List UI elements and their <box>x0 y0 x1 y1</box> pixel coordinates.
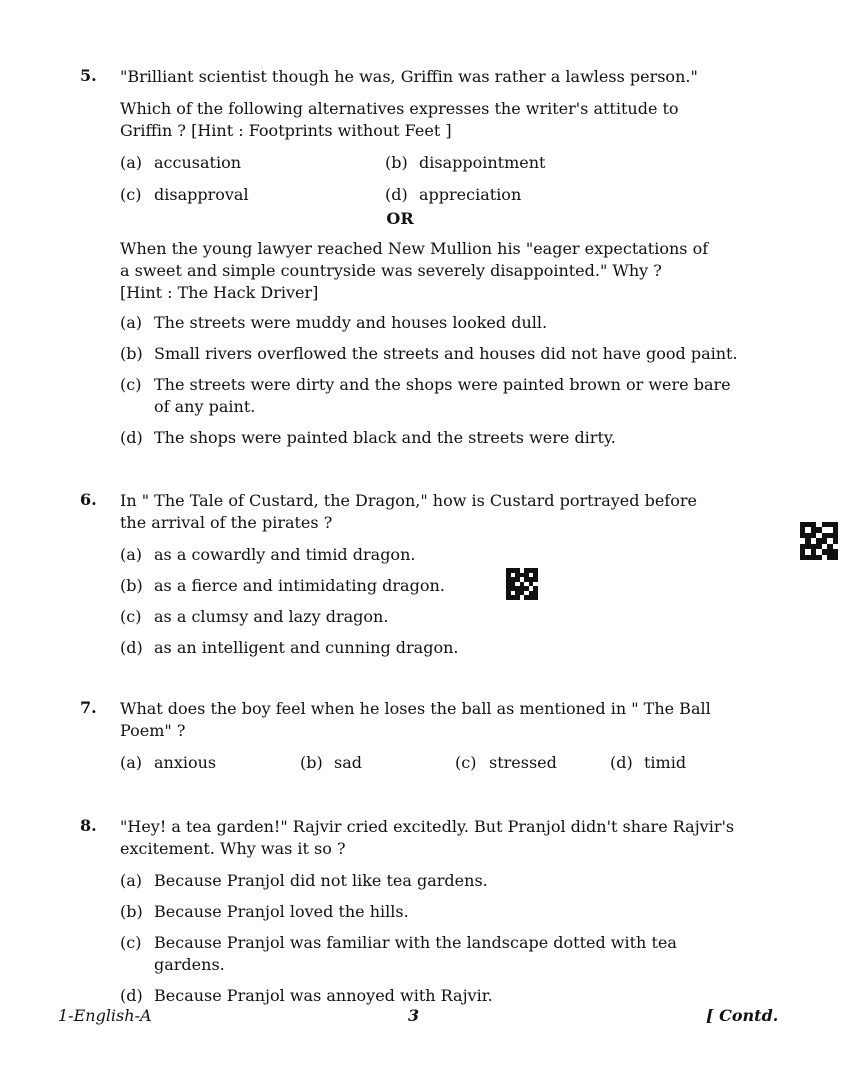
option-c[interactable] <box>120 606 740 628</box>
options-grid <box>120 152 740 206</box>
option-c[interactable] <box>455 752 570 774</box>
alt-option-a[interactable] <box>120 312 740 334</box>
options-row <box>120 752 740 774</box>
option-a[interactable] <box>120 544 740 566</box>
option-label: (d) <box>610 753 633 772</box>
question-5 <box>80 66 740 458</box>
option-label: (a) <box>120 753 143 772</box>
alt-option-b[interactable] <box>120 343 740 365</box>
qr-code-icon <box>506 568 538 600</box>
option-text: stressed <box>489 753 557 772</box>
question-number: 7. <box>80 698 97 717</box>
option-d[interactable] <box>120 637 740 659</box>
qr-code-icon <box>800 522 838 560</box>
option-label: (c) <box>455 753 477 772</box>
alt-question-stem: When the young lawyer reached New Mullion his "eager expectations of a sweet and simple countryside was severely disappointed." Why ? <box>120 239 709 280</box>
option-d[interactable] <box>385 184 665 206</box>
option-label: (c) <box>120 185 142 204</box>
options-list <box>120 870 740 1007</box>
option-text: timid <box>644 753 687 772</box>
option-c[interactable] <box>120 932 740 976</box>
option-label: (d) <box>385 185 408 204</box>
question-prompt: Which of the following alternatives expresses the writer's attitude to Griffin ? [Hint : Footprints without Feet ] <box>120 99 679 140</box>
option-text: Because Pranjol was familiar with the landscape dotted with tea gardens. <box>154 933 677 974</box>
option-a[interactable] <box>120 870 740 892</box>
option-label: (d) <box>120 428 143 447</box>
option-text: The streets were muddy and houses looked dull. <box>154 313 548 332</box>
paper-code: 1-English-A <box>58 1006 152 1025</box>
option-b[interactable] <box>385 152 665 174</box>
option-c[interactable] <box>120 184 385 206</box>
options-list <box>120 544 740 659</box>
question-stem: "Brilliant scientist though he was, Griffin was rather a lawless person." <box>120 67 698 86</box>
alt-options-list <box>120 312 740 449</box>
option-label: (a) <box>120 545 143 564</box>
question-stem: "Hey! a tea garden!" Rajvir cried excitedly. But Pranjol didn't share Rajvir's excitement. Why was it so ? <box>120 817 735 858</box>
option-d[interactable] <box>610 752 686 774</box>
option-text: appreciation <box>419 185 522 204</box>
option-text: as a fierce and intimidating dragon. <box>154 576 445 595</box>
question-7 <box>80 698 740 774</box>
question-6 <box>80 490 740 668</box>
option-text: The streets were dirty and the shops were painted brown or were bare of any paint. <box>154 375 731 416</box>
option-text: sad <box>334 753 362 772</box>
option-text: anxious <box>154 753 217 772</box>
option-text: Because Pranjol did not like tea gardens. <box>154 871 488 890</box>
continued-label: [ Contd. <box>706 1006 779 1025</box>
alt-option-c[interactable] <box>120 374 740 418</box>
option-label: (c) <box>120 607 142 626</box>
option-b[interactable] <box>300 752 415 774</box>
alt-option-d[interactable] <box>120 427 740 449</box>
option-label: (d) <box>120 638 143 657</box>
option-b[interactable] <box>120 901 740 923</box>
option-label: (a) <box>120 313 143 332</box>
option-label: (b) <box>385 153 408 172</box>
option-text: as an intelligent and cunning dragon. <box>154 638 459 657</box>
option-label: (d) <box>120 986 143 1005</box>
page-number: 3 <box>408 1006 420 1025</box>
question-number: 5. <box>80 66 97 85</box>
option-b[interactable] <box>120 575 740 597</box>
or-divider: OR <box>386 209 414 228</box>
option-d[interactable] <box>120 985 740 1007</box>
option-text: disapproval <box>154 185 249 204</box>
option-text: as a clumsy and lazy dragon. <box>154 607 389 626</box>
option-label: (c) <box>120 375 142 394</box>
option-a[interactable] <box>120 752 260 774</box>
option-text: as a cowardly and timid dragon. <box>154 545 416 564</box>
option-label: (b) <box>120 344 143 363</box>
option-label: (b) <box>300 753 323 772</box>
option-text: Because Pranjol was annoyed with Rajvir. <box>154 986 493 1005</box>
option-label: (b) <box>120 576 143 595</box>
option-text: Small rivers overflowed the streets and houses did not have good paint. <box>154 344 738 363</box>
question-stem: What does the boy feel when he loses the ball as mentioned in " The Ball Poem" ? <box>120 699 711 740</box>
option-a[interactable] <box>120 152 385 174</box>
question-number: 6. <box>80 490 97 509</box>
question-stem: In " The Tale of Custard, the Dragon," how is Custard portrayed before the arrival of the pirates ? <box>120 491 697 532</box>
alt-question-hint: [Hint : The Hack Driver] <box>120 283 319 302</box>
option-label: (a) <box>120 871 143 890</box>
option-text: Because Pranjol loved the hills. <box>154 902 409 921</box>
question-number: 8. <box>80 816 97 835</box>
question-8 <box>80 816 740 1016</box>
option-label: (a) <box>120 153 143 172</box>
option-label: (b) <box>120 902 143 921</box>
option-label: (c) <box>120 933 142 952</box>
option-text: The shops were painted black and the streets were dirty. <box>154 428 616 447</box>
option-text: accusation <box>154 153 241 172</box>
option-text: disappointment <box>419 153 546 172</box>
